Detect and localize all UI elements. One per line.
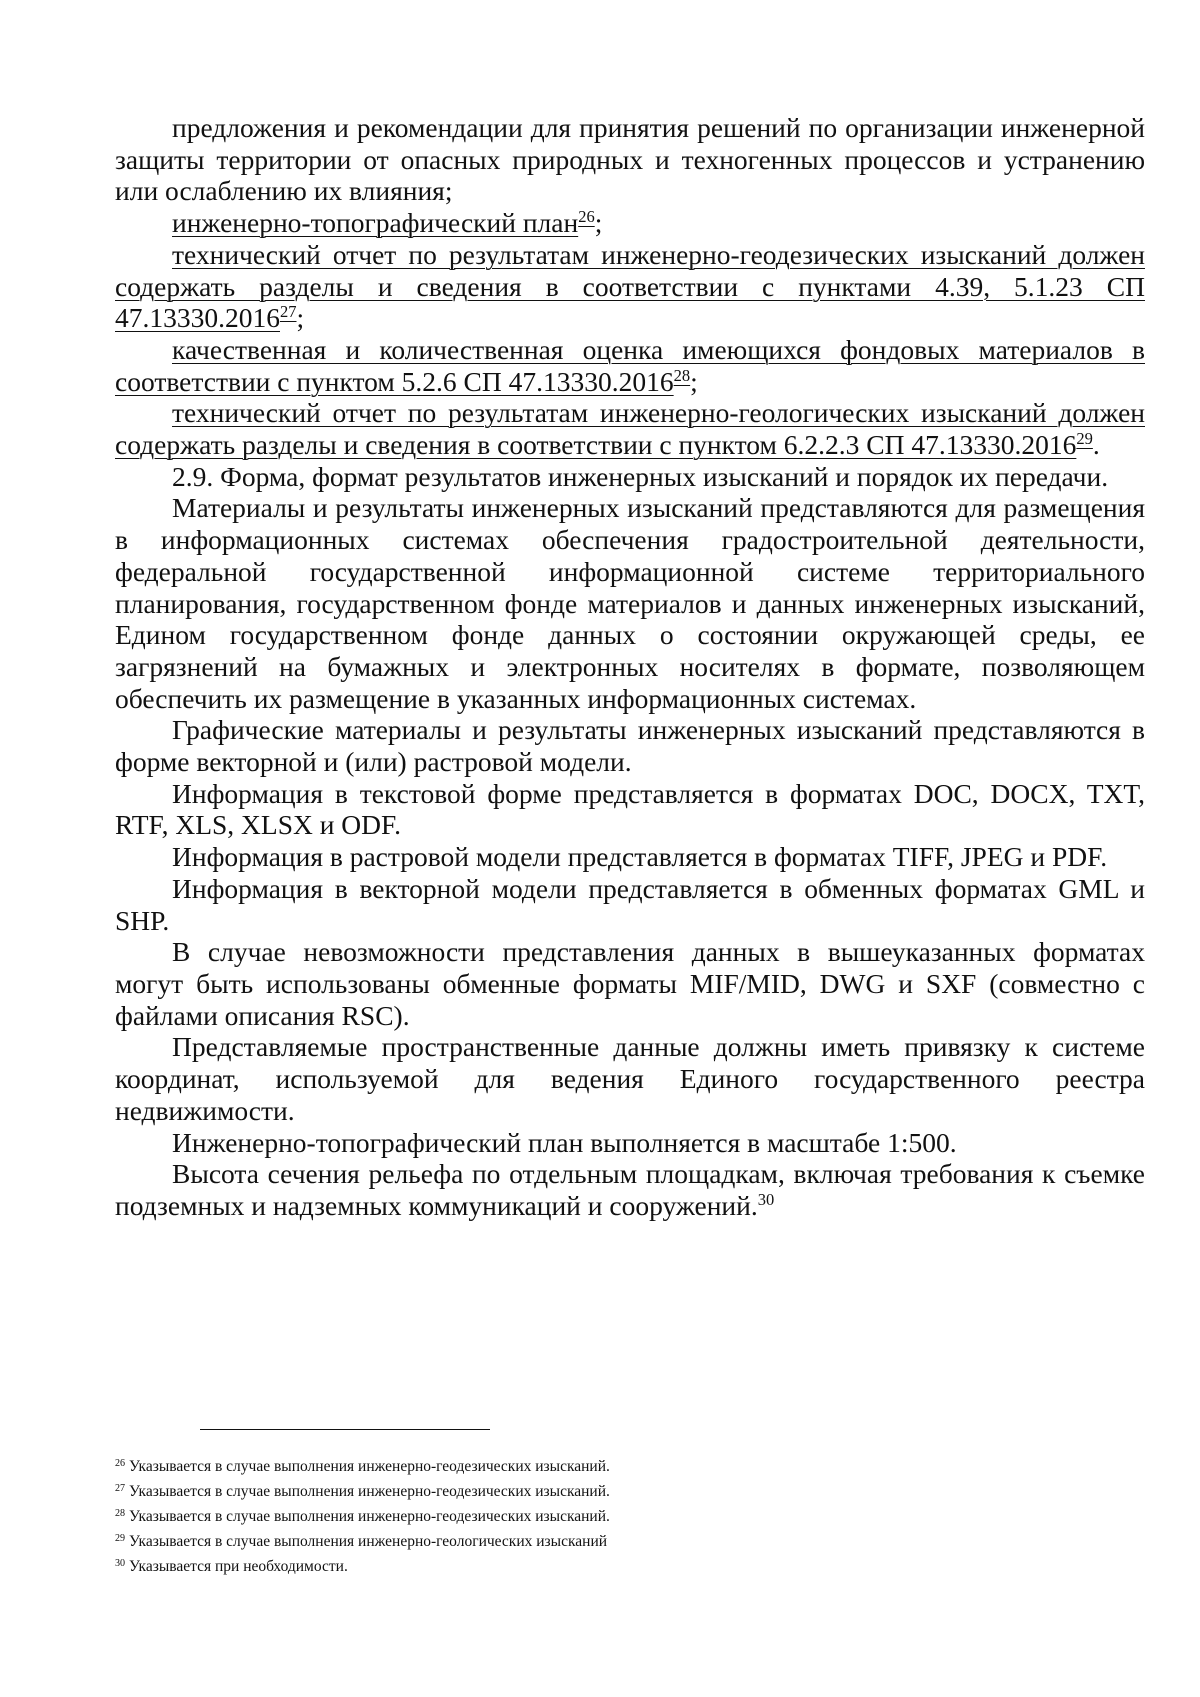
paragraph-text: Графические материалы и результаты инженерных изысканий представляются в форме векторной и (или) растровой модели. <box>115 714 1145 778</box>
footnote-reference: 29 <box>1076 429 1093 449</box>
paragraph-text: В случае невозможности представления данных в вышеуказанных форматах могут быть использованы обменные форматы MIF/MID, DWG и SXF (совместно с файлами описания RSC). <box>115 936 1145 1031</box>
footnote <box>115 1529 1015 1554</box>
footnote-number: 28 <box>115 1508 126 1520</box>
paragraph-text: 2.9. Форма, формат результатов инженерных изысканий и порядок их передачи. <box>172 460 1109 492</box>
footnote-separator <box>200 1429 490 1430</box>
paragraph <box>115 1031 1145 1126</box>
paragraph <box>115 841 1145 873</box>
paragraph <box>115 207 1145 239</box>
paragraph <box>115 239 1145 334</box>
footnote-number: 26 <box>115 1458 126 1470</box>
paragraph-text: Информация в векторной модели представляется в обменных форматах GML и SHP. <box>115 872 1145 936</box>
paragraph <box>115 1158 1145 1221</box>
paragraph-text: качественная и количественная оценка имеющихся фондовых материалов в соответствии с пунктом 5.2.6 СП 47.13330.2016 <box>115 333 1145 397</box>
paragraph-text: предложения и рекомендации для принятия решений по организации инженерной защиты территории от опасных природных и техногенных процессов и устранению или ослаблению их влияния; <box>115 112 1145 207</box>
paragraph <box>115 714 1145 777</box>
paragraph <box>115 461 1145 493</box>
paragraph <box>115 397 1145 460</box>
paragraph-text: технический отчет по результатам инженерно-геодезических изысканий должен содержать разделы и сведения в соответствии с пунктами 4.39, 5.1.23 СП 47.13330.2016 <box>115 238 1145 334</box>
paragraph-text: инженерно-топографический план <box>172 207 579 239</box>
footnote-text: Указывается в случае выполнения инженерно-геодезических изысканий. <box>128 1508 610 1525</box>
paragraph-text: Информация в текстовой форме представляется в форматах DOC, DOCX, TXT, RTF, XLS, XLSX и ODF. <box>115 777 1145 841</box>
footnote-reference: 28 <box>673 365 691 385</box>
footnote-text: Указывается в случае выполнения инженерно-геодезических изысканий. <box>128 1483 610 1500</box>
paragraph-text: Высота сечения рельефа по отдельным площадкам, включая требования к съемке подземных и надземных коммуникаций и сооружений. <box>115 1158 1145 1221</box>
footnote-text: Указывается при необходимости. <box>128 1558 348 1575</box>
paragraph <box>115 936 1145 1031</box>
paragraph-text: ; <box>296 302 305 334</box>
footnote <box>115 1554 1015 1579</box>
paragraph <box>115 1127 1145 1159</box>
paragraph <box>115 334 1145 397</box>
paragraph-text: Представляемые пространственные данные должны иметь привязку к системе координат, используемой для ведения Единого государственного реестра недвижимости. <box>115 1031 1145 1126</box>
footnote-reference: 26 <box>578 207 595 227</box>
paragraph-text: ; <box>690 365 698 397</box>
footnote <box>115 1479 1015 1504</box>
paragraph <box>115 873 1145 936</box>
paragraph <box>115 778 1145 841</box>
footnote-reference: 30 <box>757 1190 775 1210</box>
paragraph-text: Материалы и результаты инженерных изысканий представляются для размещения в информационных системах обеспечения градостроительной деятельности, федеральной государственной информационной системе территориального планирования, государственном фонде материалов и данных инженерных изысканий, Едином государственном фонде данных о состоянии окружающей среды, ее загрязнений на бумажных и электронных носителях в формате, позволяющем обеспечить их размещение в указанных информационных системах. <box>115 492 1145 714</box>
footnotes <box>115 1454 1015 1579</box>
paragraph <box>115 492 1145 714</box>
paragraph-text: ; <box>594 207 603 239</box>
footnote-text: Указывается в случае выполнения инженерно-геодезических изысканий. <box>128 1458 610 1475</box>
footnote-number: 29 <box>115 1533 126 1545</box>
footnote-reference: 27 <box>280 302 297 322</box>
paragraph-text: Информация в растровой модели представляется в форматах TIFF, JPEG и PDF. <box>172 841 1108 873</box>
paragraph-text: Инженерно-топографический план выполняется в масштабе 1:500. <box>172 1126 957 1158</box>
main-text <box>115 112 1145 1222</box>
footnote <box>115 1504 1015 1529</box>
footnote-number: 27 <box>115 1483 126 1495</box>
paragraph <box>115 112 1145 207</box>
paragraph-text: . <box>1092 429 1100 461</box>
footnote-text: Указывается в случае выполнения инженерно-геологических изысканий <box>128 1533 608 1550</box>
paragraph-text: технический отчет по результатам инженерно-геологических изысканий должен содержать разделы и сведения в соответствии с пунктом 6.2.2.3 СП 47.13330.2016 <box>115 397 1145 461</box>
footnote-number: 30 <box>115 1558 126 1570</box>
footnote <box>115 1454 1015 1479</box>
